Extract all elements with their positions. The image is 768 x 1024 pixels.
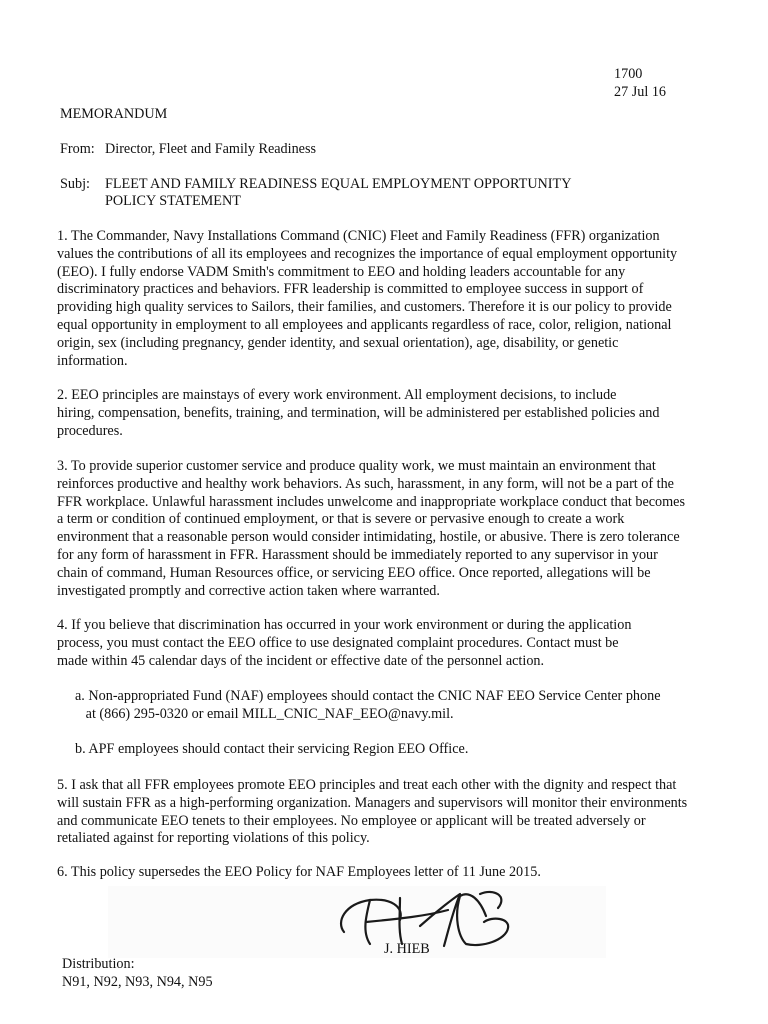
memo-title: MEMORANDUM: [60, 106, 168, 122]
handwritten-signature: [108, 886, 606, 958]
paragraph-line: for any form of harassment in FFR. Harassment should be immediately reported to any supervisor in your: [57, 546, 658, 563]
subj-label: Subj:: [60, 176, 90, 192]
ssic-number: 1700: [614, 66, 643, 82]
paragraph-line: discriminatory practices and behaviors. FFR leadership is committed to employee success in support of: [57, 281, 644, 298]
signatory-name: J. HIEB: [384, 941, 430, 957]
paragraph-line: hiring, compensation, benefits, training, and termination, will be administered per established policies and: [57, 404, 660, 421]
paragraph-line: chain of command, Human Resources office, or servicing EEO office. Once reported, allegations will be: [57, 564, 651, 581]
distribution-list: N91, N92, N93, N94, N95: [62, 974, 213, 990]
subj-line: FLEET AND FAMILY READINESS EQUAL EMPLOYMENT OPPORTUNITY: [105, 176, 572, 192]
paragraph-line: (EEO). I fully endorse VADM Smith's commitment to EEO and holding leaders accountable for any: [57, 263, 626, 280]
paragraph-line: process, you must contact the EEO office to use designated complaint procedures. Contact must be: [57, 634, 619, 651]
paragraph-line: equal opportunity in employment to all employees and applicants regardless of race, color, religion, national: [57, 316, 672, 333]
subparagraph-a: [75, 688, 661, 724]
paragraph-line: a term or condition of continued employment, or that is severe or pervasive enough to create a work: [57, 511, 625, 528]
signature-block: [108, 886, 606, 958]
memo-date: 27 Jul 16: [614, 84, 667, 100]
paragraph-line: made within 45 calendar days of the incident or effective date of the personnel action.: [57, 652, 545, 669]
paragraph-line: origin, sex (including pregnancy, gender identity, and sexual orientation), age, disability, or genetic: [57, 334, 619, 351]
paragraph-line: 3. To provide superior customer service and produce quality work, we must maintain an environment that: [57, 458, 656, 474]
paragraph-line: FFR workplace. Unlawful harassment includes unwelcome and inappropriate workplace conduct that becomes: [57, 493, 685, 510]
paragraph-line: environment that a reasonable person would consider intimidating, hostile, or abusive. There is zero tolerance: [57, 529, 680, 546]
paragraph-line: providing high quality services to Sailors, their families, and customers. Therefore it is our policy to provide: [57, 299, 672, 316]
paragraph-line: reinforces productive and healthy work behaviors. As such, harassment, in any form, will not be a part of the: [57, 475, 674, 492]
paragraph-5: [57, 777, 737, 848]
paragraph-line: investigated promptly and corrective action taken where warranted.: [57, 582, 440, 599]
paragraph-line: 5. I ask that all FFR employees promote EEO principles and treat each other with the dignity and respect that: [57, 777, 677, 793]
paragraph-line: will sustain FFR as a high-performing organization. Managers and supervisors will monitor their environments: [57, 794, 688, 811]
paragraph-line: retaliated against for reporting violations of this policy.: [57, 830, 370, 847]
paragraph-line: 6. This policy supersedes the EEO Policy for NAF Employees letter of 11 June 2015.: [57, 864, 541, 880]
distribution-label: Distribution:: [62, 956, 135, 972]
paragraph-line: a. Non-appropriated Fund (NAF) employees should contact the CNIC NAF EEO Service Center phone: [75, 688, 661, 704]
from-value: Director, Fleet and Family Readiness: [105, 141, 317, 157]
paragraph-line: 2. EEO principles are mainstays of every work environment. All employment decisions, to include: [57, 387, 617, 403]
paragraph-2: [57, 387, 737, 440]
paragraph-line: information.: [57, 352, 128, 369]
paragraph-line: and communicate EEO tenets to their employees. No employee or applicant will be treated adversely or: [57, 812, 646, 829]
paragraph-line: b. APF employees should contact their servicing Region EEO Office.: [75, 741, 469, 757]
paragraph-line: 4. If you believe that discrimination has occurred in your work environment or during the application: [57, 617, 632, 633]
paragraph-3: [57, 458, 737, 600]
paragraph-1: [57, 228, 737, 370]
subj-line: POLICY STATEMENT: [105, 193, 241, 209]
from-label: From:: [60, 141, 95, 157]
paragraph-line: values the contributions of all its employees and recognizes the importance of equal employment opportunity: [57, 245, 678, 262]
subparagraph-b: [75, 741, 468, 759]
paragraph-line: 1. The Commander, Navy Installations Command (CNIC) Fleet and Family Readiness (FFR) organization: [57, 228, 660, 244]
paragraph-line: procedures.: [57, 422, 123, 439]
paragraph-line: at (866) 295-0320 or email MILL_CNIC_NAF_EEO@navy.mil.: [75, 705, 454, 722]
paragraph-6: [57, 864, 737, 882]
paragraph-4: [57, 617, 737, 670]
